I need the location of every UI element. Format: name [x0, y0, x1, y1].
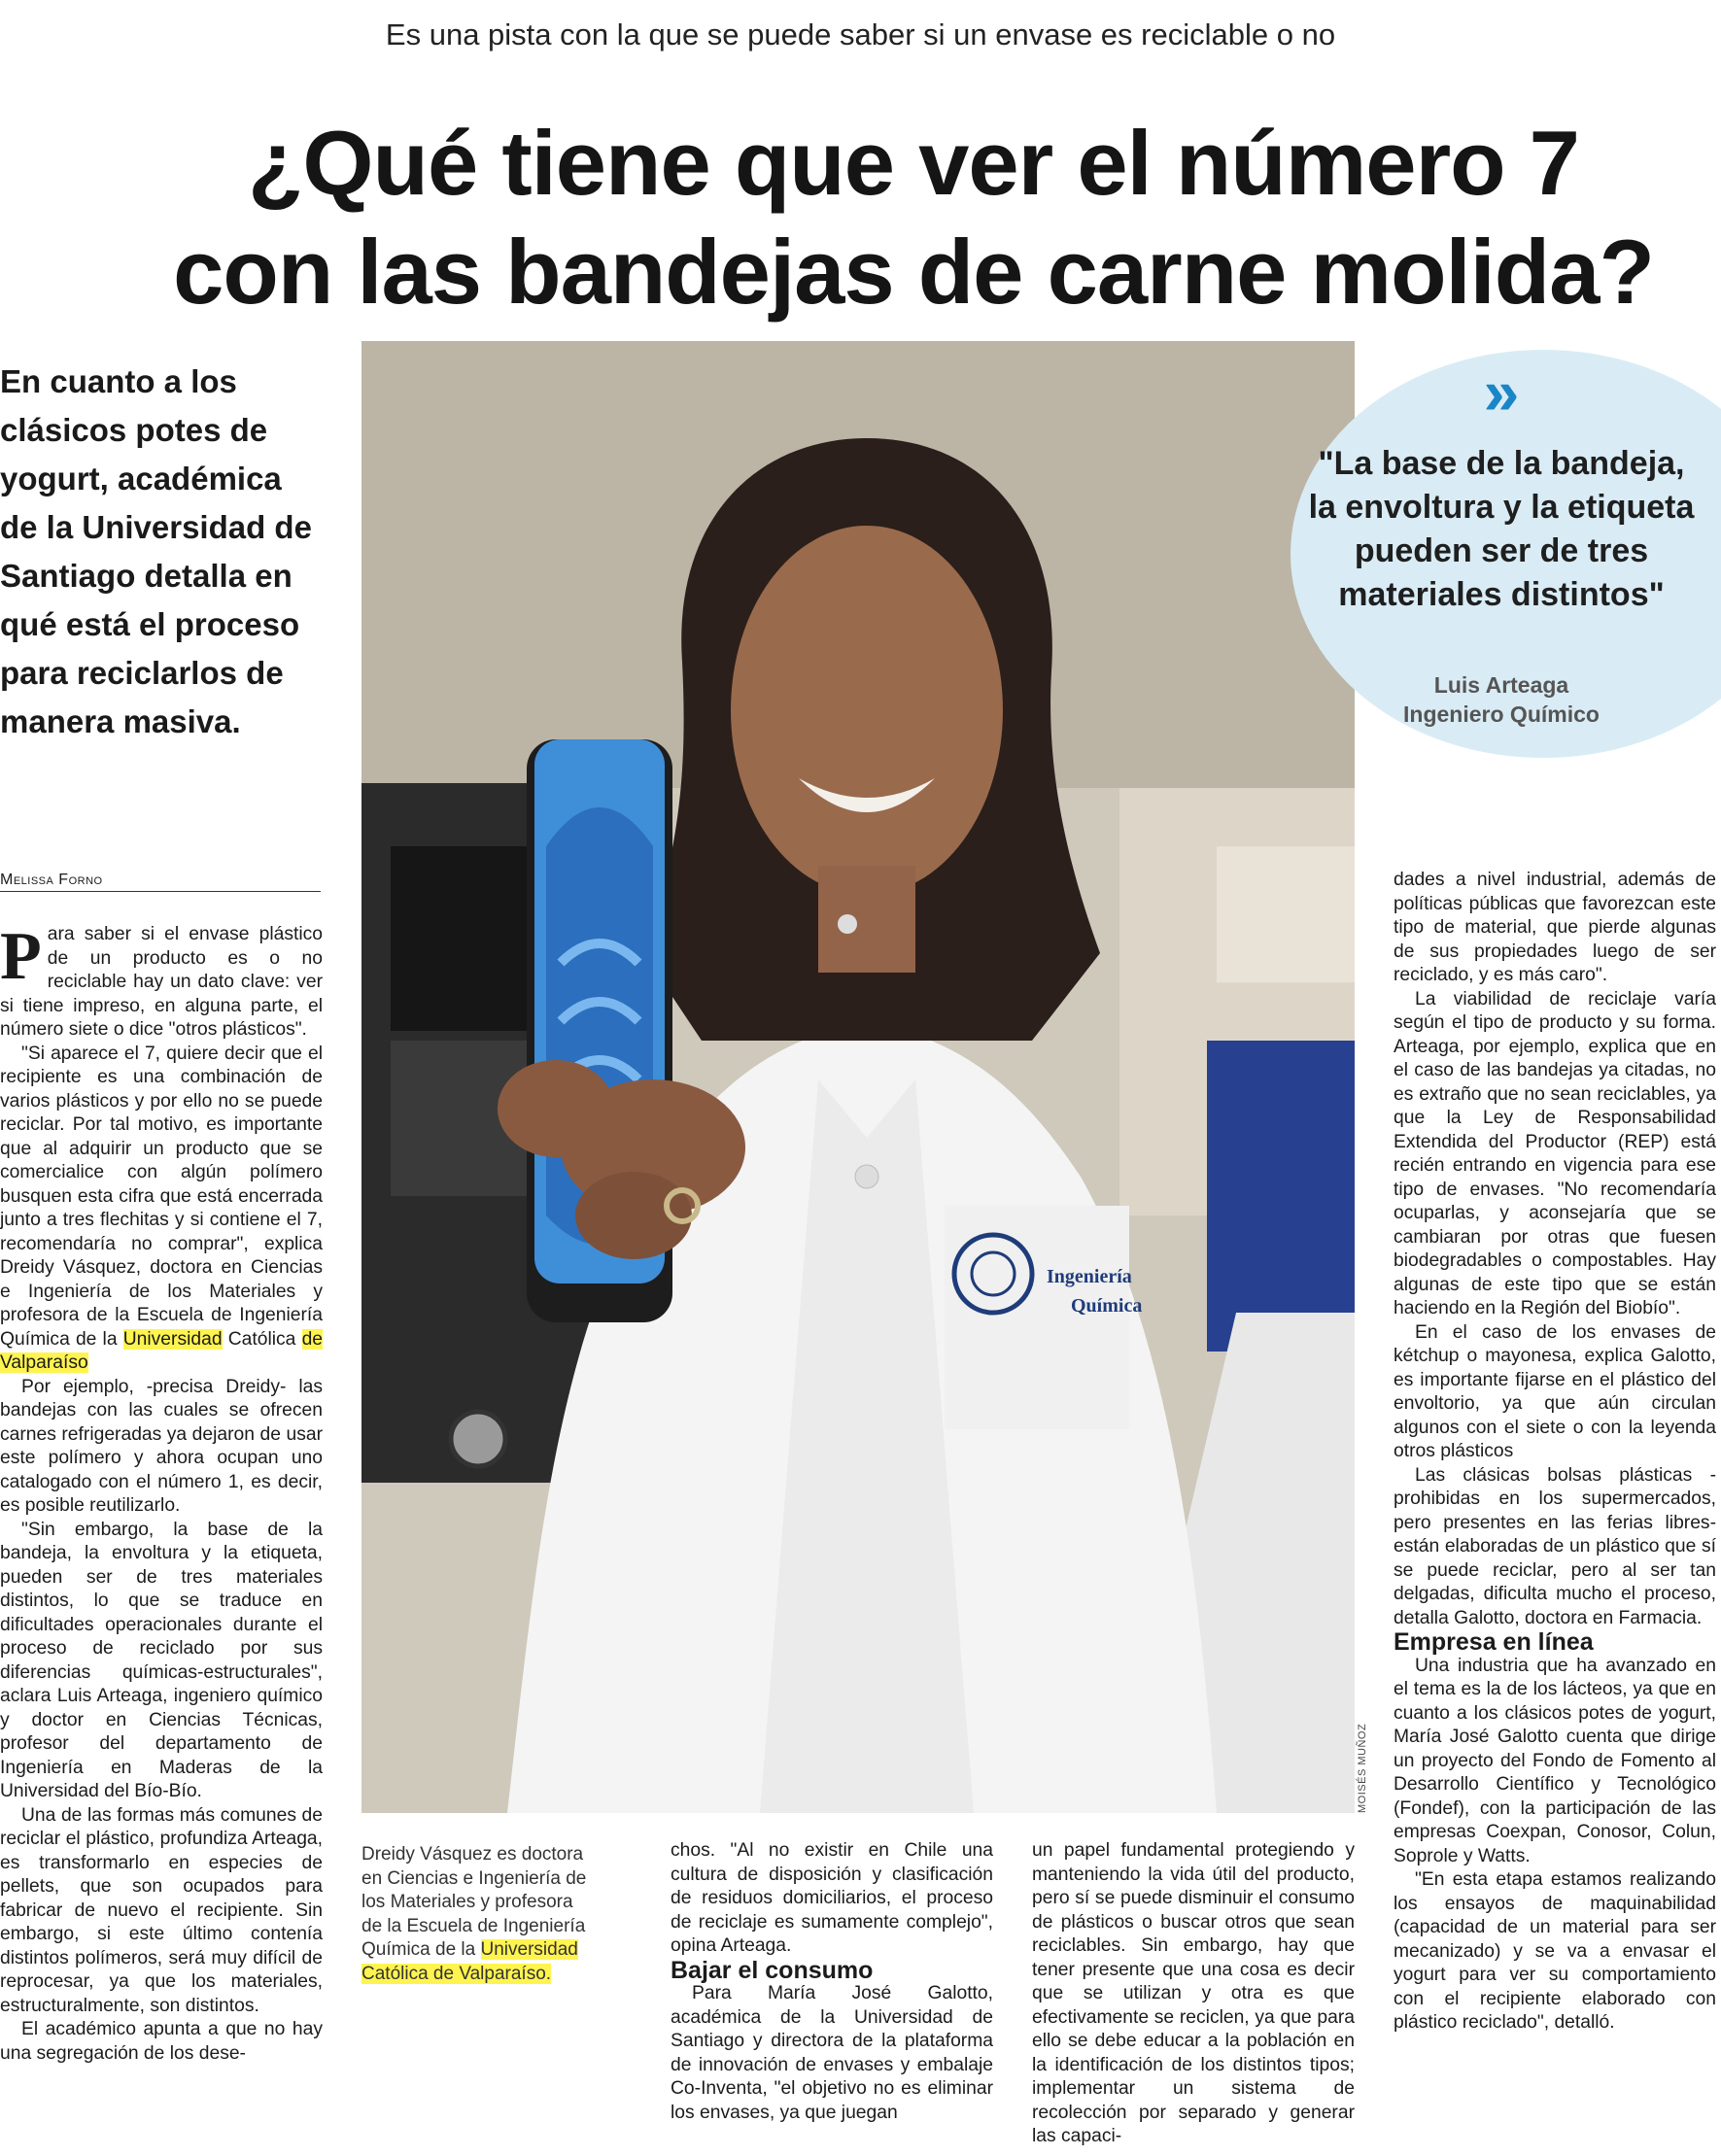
body-paragraph: Por ejemplo, -precisa Dreidy- las bandejas con las cuales se ofrecen carnes refrigeradas ya dejaron de usar este polímero y ahora ocupan uno catalogado con el número 1, es decir, es posible reutilizarlo. — [0, 1376, 323, 1516]
highlighted-text: Universidad — [122, 1328, 223, 1350]
body-paragraph: Para María José Galotto, académica de la Universidad de Santiago y directora de la plataforma de innovación de envases y embalaje Co-Inventa, "el objetivo no es eliminar los envases, ya que juegan — [671, 1983, 993, 2123]
quote-attribution — [1331, 670, 1671, 729]
body-paragraph: un papel fundamental protegiendo y manteniendo la vida útil del producto, pero sí se puede disminuir el consumo de plásticos o buscar otros que sean reciclables. Sin embargo, hay que tener presente que una cosa es decir que se utilizan y otra es que efectivamente se reciclen, ya que para ello se debe educar a la población en la identificación de los distintos tipos; implementar un sistema de recolección por separado y generar las capaci- — [1032, 1840, 1355, 2146]
body-paragraph: "Si aparece el 7, quiere decir que el recipiente es una combinación de varios plásticos y por ello no se puede reciclar. Por tal motivo, es importante que al adquirir un producto que se comercialice con algún polímero busquen esta cifra que está encerrada junto a tres flechitas y si contiene el 7, recomendaría no comprar", explica Dreidy Vásquez, doctora en Ciencias e Ingeniería de los Materiales y profesora de la Escuela de Ingeniería Química de la Universidad Católica de Valparaíso — [0, 1043, 323, 1373]
body-paragraph: dades a nivel industrial, además de políticas públicas que favorezcan este tipo de material, que pierde algunas de sus propiedades luego de ser reciclado, y es más caro". — [1394, 870, 1716, 985]
body-paragraph: El académico apunta a que no hay una segregación de los dese- — [0, 2019, 323, 2064]
highlighted-text: de Valparaíso — [0, 1328, 323, 1373]
body-column-2 — [671, 1839, 993, 2156]
chevron-double-right-icon: » — [1483, 356, 1520, 428]
body-paragraph: chos. "Al no existir en Chile una cultura de disposición y clasificación de residuos domiciliarios, el proceso de reciclaje es sumamente complejo", opina Arteaga. — [671, 1840, 993, 1956]
pull-quote: "La base de la bandeja, la envoltura y la etiqueta pueden ser de tres materiales distintos" — [1308, 445, 1695, 613]
body-column-4 — [1394, 869, 1716, 2156]
body-paragraph: Para saber si el envase plástico de un producto es o no reciclable hay un dato clave: ver si tiene impreso, en alguna parte, el número siete o dice "otros plásticos". — [0, 923, 323, 1040]
highlighted-text: Universidad Católica de Valparaíso. — [361, 1939, 578, 1984]
kicker: Es una pista con la que se puede saber si un envase es reciclable o no — [385, 17, 1336, 51]
subhead: Empresa en línea — [1394, 1628, 1594, 1656]
quote-author-role: Ingeniero Químico — [1403, 702, 1600, 727]
body-paragraph: En el caso de los envases de kétchup o mayonesa, explica Galotto, es importante fijarse en el plástico del envoltorio, ya que aún circulan algunos con el siete o con la leyenda otros plásticos — [1394, 1321, 1716, 1461]
body-paragraph: "Sin embargo, la base de la bandeja, la envoltura y la etiqueta, pueden ser de tres materiales distintos, lo que se traduce en dificultades operacionales durante el proceso de reciclado por sus diferencias químicas-estructurales", aclara Luis Arteaga, ingeniero químico y doctor en Ciencias Técnicas, profesor del departamento de Ingeniería en Maderas de la Universidad del Bío-Bío. — [0, 1519, 323, 1801]
photo-caption: Dreidy Vásquez es doctora en Ciencias e Ingeniería de los Materiales y profesora de la Escuela de Ingeniería Química de la Universidad Católica de Valparaíso. — [361, 1844, 587, 1984]
quote-author: Luis Arteaga — [1433, 672, 1569, 698]
headline — [155, 109, 1671, 326]
body-paragraph: Una industria que ha avanzado en el tema es la de los lácteos, ya que en cuanto a los clásicos potes de yogurt, María José Galotto cuenta que dirige un proyecto del Fondo de Fomento al Desarrollo Científico y Tecnológico (Fondef), con la participación de las empresas Coexpan, Conosor, Colun, Soprole y Watts. — [1394, 1655, 1716, 1866]
byline — [0, 872, 321, 892]
headline-line-1: ¿Qué tiene que ver el número 7 — [248, 112, 1579, 214]
photo-credit: MOISÉS MUÑOZ — [1357, 1723, 1368, 1813]
subhead: Bajar el consumo — [671, 1956, 874, 1984]
article-photo — [361, 341, 1355, 1813]
body-column-3 — [1032, 1839, 1355, 2156]
body-paragraph: Las clásicas bolsas plásticas -prohibidas en los supermercados, pero presentes en las ferias libres- están elaboradas de un plástico que sí se puede reciclar, pero al ser tan delgadas, dificulta mucho el proceso, detalla Galotto, doctora en Farmacia. — [1394, 1464, 1716, 1628]
body-column-1 — [0, 923, 323, 2156]
body-paragraph: La viabilidad de reciclaje varía según el tipo de producto y su forma. Arteaga, por ejemplo, explica que en el caso de las bandejas ya citadas, no es extraño que no sean reciclables, ya que la Ley de Responsabilidad Extendida del Productor (REP) está recién entrando en vigencia para ese tipo de envases. "No recomendaría ocuparlas, y aconsejaría que se cambiaran por otras que fuesen biodegradables o compostables. Hay algunas de este tipo que se están haciendo en la Región del Biobío". — [1394, 988, 1716, 1318]
body-paragraph: "En esta etapa estamos realizando los ensayos de maquinabilidad (capacidad de un material para ser mecanizado) y se va a envasar el yogurt para ver su comportamiento con el recipiente elaborado con plástico reciclado", detalló. — [1394, 1869, 1716, 2033]
byline-name: Melissa Forno — [0, 872, 103, 888]
badge-text: Ingeniería Química — [1047, 1266, 1143, 1317]
lead-paragraph: En cuanto a los clásicos potes de yogurt, académica de la Universidad de Santiago detalla en qué está el proceso para reciclarlos de manera masiva. — [0, 363, 312, 739]
headline-line-2: con las bandejas de carne molida? — [173, 221, 1654, 323]
body-paragraph: Una de las formas más comunes de reciclar el plástico, profundiza Arteaga, es transformarlo en especies de pellets, que son ocupados para fabricar de nuevo el recipiente. Sin embargo, si este último contenía distintos polímeros, será muy difícil de reprocesar, ya que los materiales, estructuralmente, son distintos. — [0, 1804, 323, 2016]
dropcap: P — [0, 923, 42, 994]
